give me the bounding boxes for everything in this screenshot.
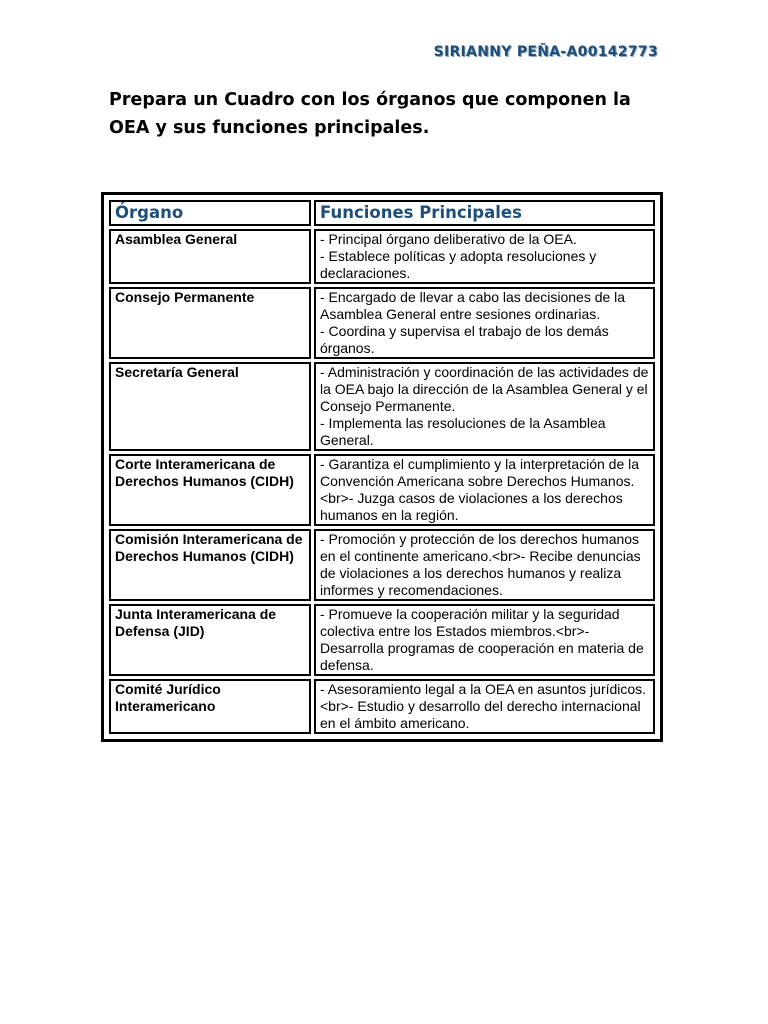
functions-cell: [314, 679, 655, 734]
function-line: - Encargado de llevar a cabo las decisiones de la Asamblea General entre sesiones ordinarias.: [320, 289, 626, 322]
organ-cell: Asamblea General: [109, 229, 311, 284]
function-line: - Asesoramiento legal a la OEA en asuntos jurídicos.<br>- Estudio y desarrollo del derecho internacional en el ámbito americano.: [320, 681, 647, 731]
column-header-functions: Funciones Principales: [314, 200, 655, 226]
function-line: - Garantiza el cumplimiento y la interpretación de la Convención Americana sobre Derechos Humanos.<br>- Juzga casos de violaciones a los derechos humanos en la región.: [320, 456, 640, 523]
organ-cell: Consejo Permanente: [109, 287, 311, 359]
functions-cell: [314, 229, 655, 284]
function-line: - Implementa las resoluciones de la Asamblea General.: [320, 415, 606, 448]
table-row: [109, 362, 655, 451]
table-row: [109, 454, 655, 526]
organ-cell: Comité Jurídico Interamericano: [109, 679, 311, 734]
organ-cell: Secretaría General: [109, 362, 311, 451]
function-line: - Promueve la cooperación militar y la seguridad colectiva entre los Estados miembros.<br>- Desarrolla programas de cooperación en materia de defensa.: [320, 606, 644, 673]
table-row: [109, 229, 655, 284]
functions-cell: [314, 287, 655, 359]
functions-cell: [314, 529, 655, 601]
author-header: SIRIANNY PEÑA-A00142773: [433, 44, 658, 60]
function-line: - Administración y coordinación de las actividades de la OEA bajo la dirección de la Asamblea General y el Consejo Permanente.: [320, 364, 649, 414]
function-line: - Principal órgano deliberativo de la OEA.: [320, 231, 577, 247]
function-line: - Coordina y supervisa el trabajo de los demás órganos.: [320, 323, 609, 356]
table-header-row: [109, 200, 655, 226]
column-header-organ: Órgano: [109, 200, 311, 226]
organ-cell: Junta Interamericana de Defensa (JID): [109, 604, 311, 676]
table-row: [109, 604, 655, 676]
organ-cell: Comisión Interamericana de Derechos Humanos (CIDH): [109, 529, 311, 601]
organs-table-frame: [101, 192, 663, 742]
organ-cell: Corte Interamericana de Derechos Humanos (CIDH): [109, 454, 311, 526]
functions-cell: [314, 362, 655, 451]
organs-table: [106, 197, 658, 737]
functions-cell: [314, 604, 655, 676]
function-line: - Promoción y protección de los derechos humanos en el continente americano.<br>- Recibe denuncias de violaciones a los derechos humanos y realiza informes y recomendaciones.: [320, 531, 641, 598]
document-title: Prepara un Cuadro con los órganos que componen la OEA y sus funciones principales.: [109, 90, 631, 138]
functions-cell: [314, 454, 655, 526]
table-row: [109, 679, 655, 734]
table-row: [109, 287, 655, 359]
table-row: [109, 529, 655, 601]
function-line: - Establece políticas y adopta resoluciones y declaraciones.: [320, 248, 597, 281]
